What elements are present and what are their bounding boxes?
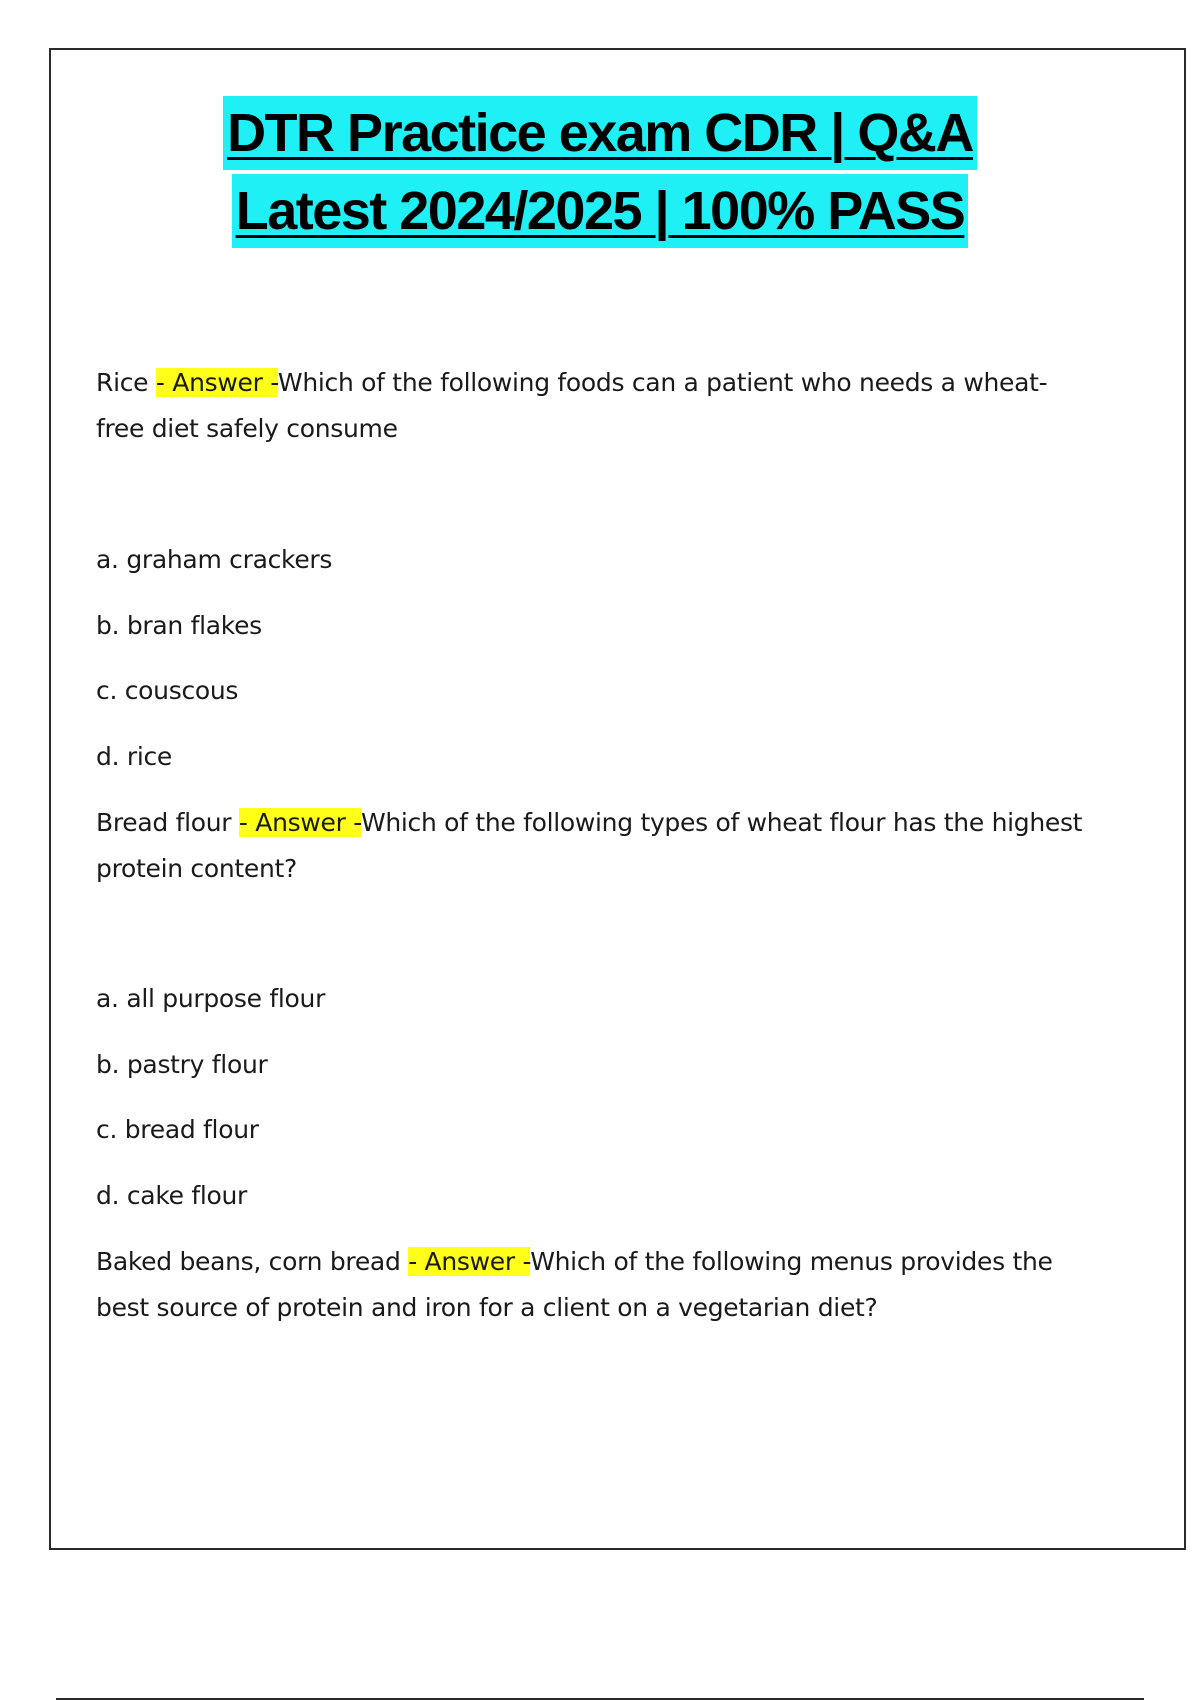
answer-text: Baked beans, corn bread — [96, 1247, 401, 1276]
answer-marker: - Answer - — [408, 1247, 531, 1276]
option-1a: a. graham crackers — [96, 545, 333, 574]
option-2a: a. all purpose flour — [96, 984, 326, 1013]
question-text: Which of the following types of wheat flour has the highest protein content? — [96, 808, 1083, 883]
question-3 — [96, 1239, 1086, 1331]
question-2 — [96, 800, 1086, 892]
question-text: Which of the following foods can a patient who needs a wheat-free diet safely consume — [96, 368, 1048, 443]
question-1 — [96, 360, 1086, 452]
option-1c: c. couscous — [96, 676, 239, 705]
option-2d: d. cake flour — [96, 1181, 248, 1210]
question-text: Which of the following menus provides the best source of protein and iron for a client on a vegetarian diet? — [96, 1247, 1053, 1322]
answer-text: Bread flour — [96, 808, 232, 837]
title-line-1: DTR Practice exam CDR | Q&A — [223, 96, 977, 170]
option-1b: b. bran flakes — [96, 611, 262, 640]
title-line-2: Latest 2024/2025 | 100% PASS — [232, 174, 969, 248]
option-2c: c. bread flour — [96, 1115, 259, 1144]
answer-marker: - Answer - — [155, 368, 278, 397]
answer-text: Rice — [96, 368, 149, 397]
document-title — [0, 96, 1200, 248]
option-2b: b. pastry flour — [96, 1050, 268, 1079]
option-1d: d. rice — [96, 742, 173, 771]
answer-marker: - Answer - — [238, 808, 361, 837]
